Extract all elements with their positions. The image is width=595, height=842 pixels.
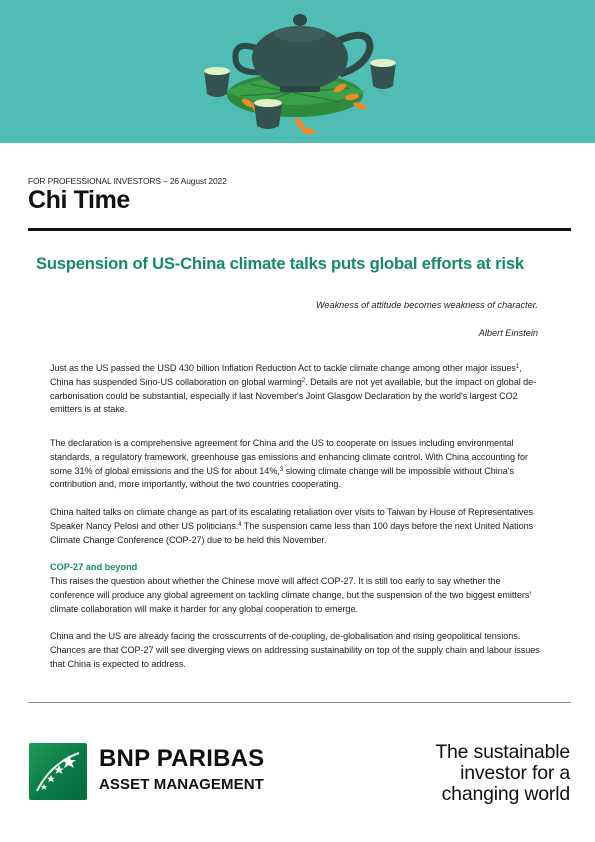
paragraph-3-text-b: The suspension came less than 100 days before the next United Nations Climate Change Conference (COP-27) due to be held this November. <box>50 520 534 545</box>
section-heading: COP-27 and beyond <box>50 562 138 572</box>
footnote-ref-4: 4 <box>238 521 242 528</box>
brand-name: BNP PARIBAS <box>99 745 265 772</box>
tagline-line: investor for a <box>460 762 570 784</box>
paragraph-1-text-b: , China has suspended Sino-US collaboration on global warming <box>50 363 522 387</box>
article-headline: Suspension of US-China climate talks puts global efforts at risk <box>36 254 524 273</box>
footnote-ref-1: 1 <box>515 364 520 370</box>
paragraph-2-text-b: slowing climate change will be impossible without China's contribution and, more importantly, without the two countries cooperating. <box>50 465 514 490</box>
paragraph-3 <box>50 506 542 547</box>
footer-divider <box>28 702 571 703</box>
header-banner <box>0 0 595 143</box>
footnote-ref-2: 2 <box>301 377 306 384</box>
paragraph-4: This raises the question about whether the Chinese move will affect COP-27. It is still too early to say whether the conference will produce any global agreement on tackling climate change, but the suspension of the two biggest emitters' climate collaboration will make it harder for any global cooperation to emerge. <box>50 576 532 614</box>
paragraph-1-text-c: . Details are not yet available, but the impact on global de-carbonisation could be substantial, especially if last November's Joint Glasgow Declaration by the world's largest CO2 emitters is at stake. <box>50 376 537 415</box>
bnp-stars-logo-icon <box>29 743 87 800</box>
paragraph-3-text-a: China halted talks on climate change as part of its escalating retaliation over visits to Taiwan by House of Representatives Speaker Nancy Pelosi and other US politicians. <box>50 507 533 531</box>
brand-tagline <box>435 742 570 805</box>
paragraph-5: China and the US are already facing the crosscurrents of de-coupling, de-globalisation and rising geopolitical tensions. Chances are that COP-27 will see diverging views on addressing sustainability on top of the supply chain and labour issues that China is expected to address. <box>50 631 540 669</box>
epigraph-author: Albert Einstein <box>478 328 538 338</box>
epigraph-quote: Weakness of attitude becomes weakness of character. <box>315 300 538 310</box>
tagline-line: The sustainable <box>435 741 570 763</box>
teapot-with-cups-illustration <box>0 0 595 143</box>
title-divider <box>28 228 571 231</box>
paragraph-2 <box>50 437 542 492</box>
footnote-ref-3: 3 <box>279 466 284 473</box>
publication-title: Chi Time <box>28 186 130 214</box>
tagline-line: changing world <box>441 783 570 805</box>
paragraph-1 <box>50 362 542 417</box>
paragraph-1-text-a: Just as the US passed the USD 430 billion Inflation Reduction Act to tackle climate change among other major issues <box>50 363 516 373</box>
paragraph-2-text-a: The declaration is a comprehensive agreement for China and the US to cooperate on issues including environmental standards, a regulatory framework, greenhouse gas emissions and enhancing climate control. With China accounting for some 31% of global emissions and the US for about 14%, <box>50 438 528 476</box>
audience-date-line: FOR PROFESSIONAL INVESTORS – 26 August 2022 <box>28 176 227 186</box>
brand-subtitle: ASSET MANAGEMENT <box>99 776 264 793</box>
stars-graphic <box>29 743 87 800</box>
